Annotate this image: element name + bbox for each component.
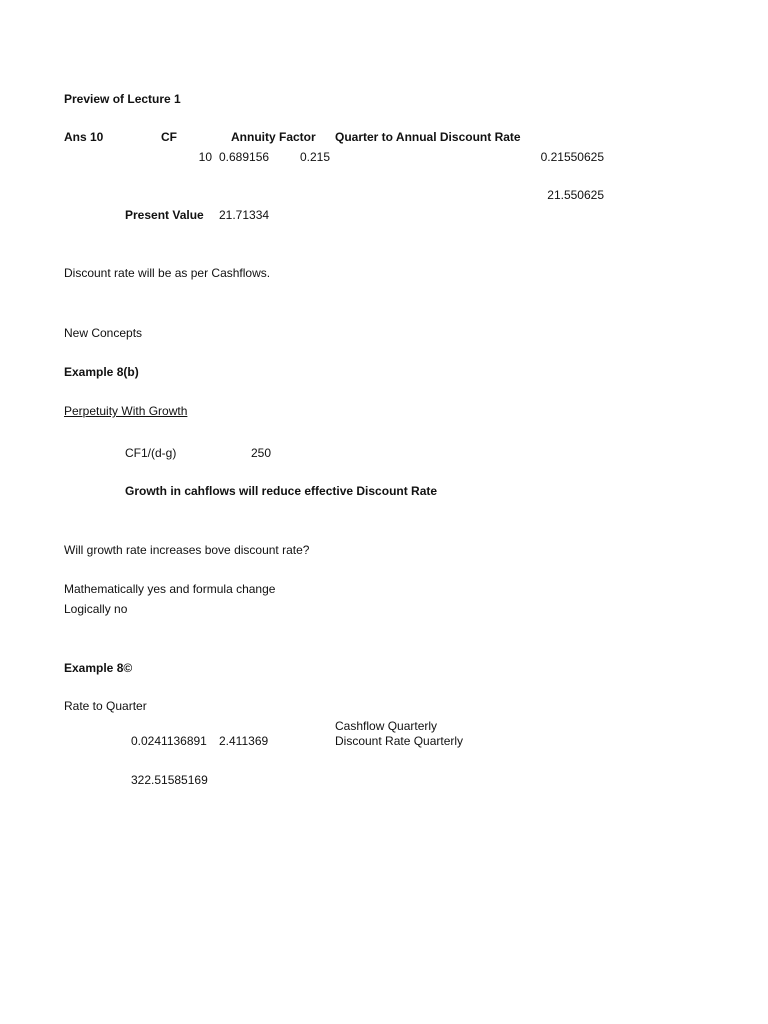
page-title: Preview of Lecture 1: [64, 92, 181, 106]
rate-to-quarter-label: Rate to Quarter: [64, 699, 147, 713]
header-quarter-to-annual: Quarter to Annual Discount Rate: [335, 130, 521, 144]
cell-annual-rate-percent: 21.550625: [547, 188, 604, 202]
header-cf: CF: [161, 130, 177, 144]
present-value: 21.71334: [219, 208, 270, 222]
formula-value: 250: [251, 446, 272, 460]
cell-rate-value: 0.215: [300, 150, 331, 164]
cell-annuity-factor-value: 0.689156: [219, 150, 270, 164]
formula-label: CF1/(d-g): [125, 446, 177, 460]
answer-line-1: Mathematically yes and formula change: [64, 582, 276, 596]
result-value: 322.51585169: [131, 773, 208, 787]
perpetuity-with-growth-heading: Perpetuity With Growth: [64, 404, 188, 418]
present-value-label: Present Value: [125, 208, 204, 222]
quarter-cashflow-value: 2.411369: [219, 734, 269, 748]
cell-cf-value: 10: [198, 150, 212, 164]
example-8c-heading: Example 8©: [64, 661, 133, 675]
quarter-rate-value: 0.0241136891: [131, 734, 207, 748]
example-8b-heading: Example 8(b): [64, 365, 139, 379]
discount-note: Discount rate will be as per Cashflows.: [64, 266, 271, 280]
cashflow-quarterly-label: Cashflow Quarterly: [335, 719, 438, 733]
question-text: Will growth rate increases bove discount rate?: [64, 543, 310, 557]
ans10-label: Ans 10: [64, 130, 104, 144]
new-concepts-label: New Concepts: [64, 326, 143, 340]
growth-note: Growth in cahflows will reduce effective Discount Rate: [125, 484, 438, 498]
answer-line-2: Logically no: [64, 602, 128, 616]
discount-rate-quarterly-label: Discount Rate Quarterly: [335, 734, 464, 748]
header-annuity-factor: Annuity Factor: [231, 130, 316, 144]
cell-annual-rate-value: 0.21550625: [540, 150, 604, 164]
